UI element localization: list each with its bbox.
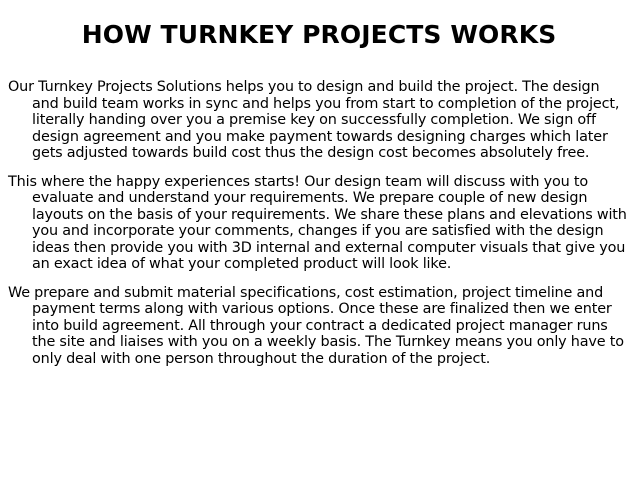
slide-title: HOW TURNKEY PROJECTS WORKS [81,20,557,49]
paragraph-build-agreement: We prepare and submit material specifications, cost estimation, project timeline and payment terms along with various options. Once these are finalized then we enter into build agreement. All through your contract a dedicated project manager runs the site and liaises with you on a weekly basis. The Turnkey means you only have to only deal with one person throughout the duration of the project. [8,284,624,367]
slide-body [8,79,630,379]
paragraph-design-experience: This where the happy experiences starts! Our design team will discuss with you to evaluate and understand your requirements. We prepare couple of new design layouts on the basis of your requirements. We share these plans and elevations with you and incorporate your comments, changes if you are satisfied with the design ideas then provide you with 3D internal and external computer visuals that give you an exact idea of what your completed product will look like. [8,173,627,272]
paragraph-turnkey-solutions: Our Turnkey Projects Solutions helps you to design and build the project. The design and build team works in sync and helps you from start to completion of the project, literally handing over you a premise key on successfully completion. We sign off design agreement and you make payment towards designing charges which later gets adjusted towards build cost thus the design cost becomes absolutely free. [8,79,620,161]
